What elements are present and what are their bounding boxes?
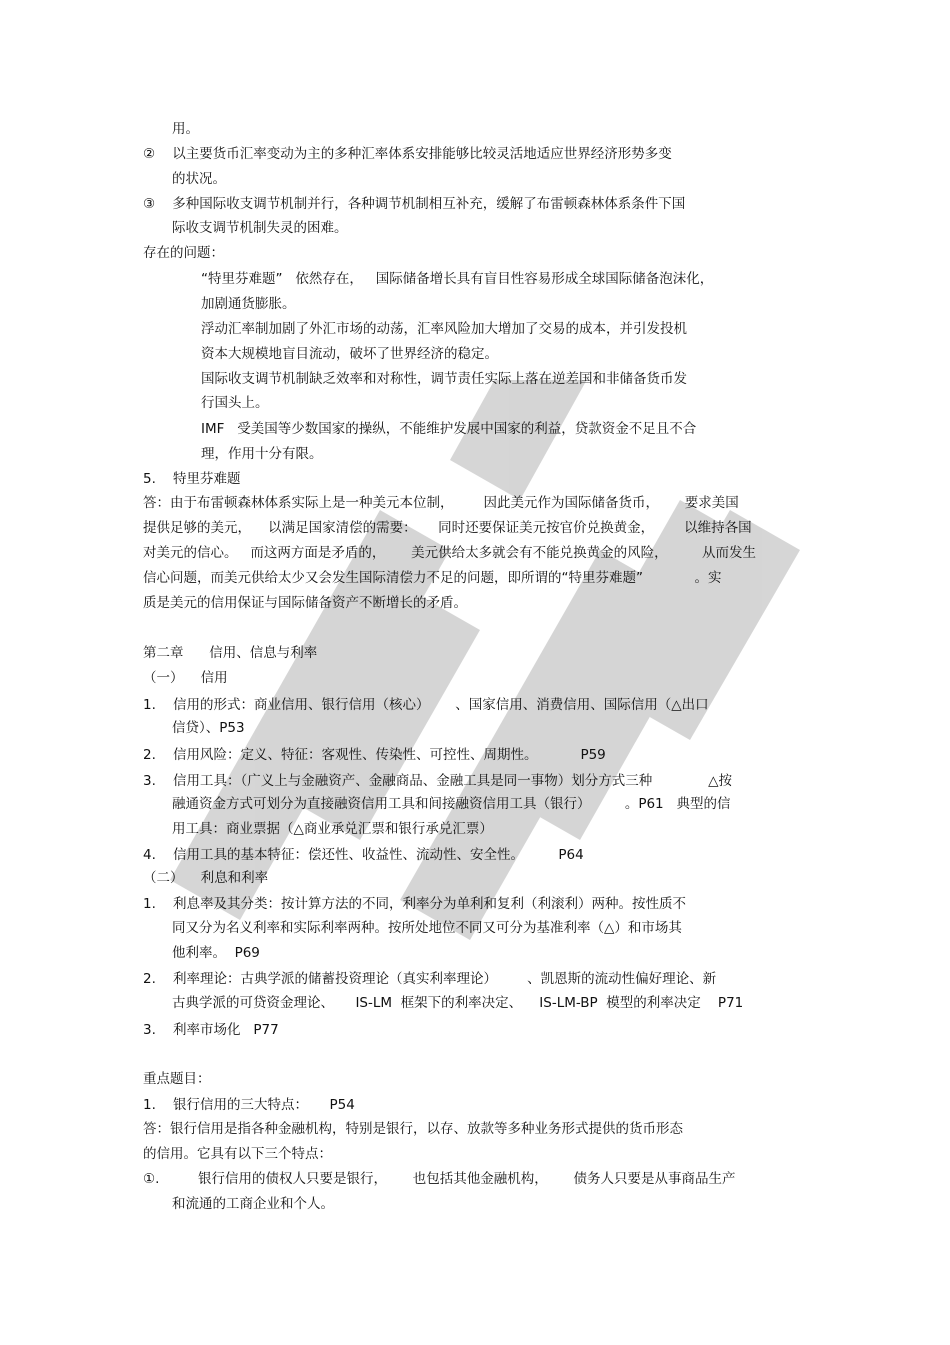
text-line: 3. 信用工具：（广义上与金融资产、金融商品、金融工具是同一事物）划分方式三种 △按 <box>143 773 732 789</box>
text-line: 际收支调节机制失灵的困难。 <box>172 220 348 236</box>
section-heading: （一） 信用 <box>143 670 228 686</box>
text-line: ② 以主要货币汇率变动为主的多种汇率体系安排能够比较灵活地适应世界经济形势多变 <box>143 146 672 162</box>
text-line: “特里芬难题” 依然存在， 国际储备增长具有盲目性容易形成全球国际储备泡沫化， <box>201 271 714 287</box>
text-line: 加剧通货膨胀。 <box>201 296 296 312</box>
section-heading: 5. 特里芬难题 <box>143 471 241 487</box>
text-line: 用。 <box>172 121 199 137</box>
text-line: 3. 利率市场化 P77 <box>143 1022 279 1038</box>
text-line: 古典学派的可贷资金理论、 IS-LM 框架下的利率决定、 IS-LM-BP 模型的利率决定 P71 <box>172 995 744 1011</box>
text-line: 质是美元的信用保证与国际储备资产不断增长的矛盾。 <box>143 595 467 611</box>
chapter-heading: 第二章 信用、信息与利率 <box>143 645 318 661</box>
text-line: 2. 信用风险：定义、特征：客观性、传染性、可控性、周期性。 P59 <box>143 747 606 763</box>
text-line: ③ 多种国际收支调节机制并行，各种调节机制相互补充，缓解了布雷顿森林体系条件下国 <box>143 196 686 212</box>
text-line: 和流通的工商企业和个人。 <box>172 1196 334 1212</box>
text-line: 的状况。 <box>172 171 226 187</box>
text-line: 对美元的信心。 而这两方面是矛盾的， 美元供给太多就会有不能兑换黄金的风险， 从而发生 <box>143 545 756 561</box>
section-heading: 存在的问题： <box>143 245 224 261</box>
text-line: 资本大规模地盲目流动，破坏了世界经济的稳定。 <box>201 346 498 362</box>
text-line: 浮动汇率制加剧了外汇市场的动荡，汇率风险加大增加了交易的成本，并引发投机 <box>201 321 687 337</box>
text-line: 1. 银行信用的三大特点： P54 <box>143 1097 355 1113</box>
text-line: 1. 利息率及其分类：按计算方法的不同，利率分为单利和复利（利滚利）两种。按性质不 <box>143 896 687 912</box>
text-line: 融通资金方式可划分为直接融资信用工具和间接融资信用工具（银行） 。P61 典型的信 <box>172 796 731 812</box>
text-line: 1. 信用的形式：商业信用、银行信用（核心） 、国家信用、消费信用、国际信用（△出口 <box>143 697 709 713</box>
text-line: 信心问题，而美元供给太少又会发生国际清偿力不足的问题，即所谓的“特里芬难题” 。实 <box>143 570 722 586</box>
text-line: 2. 利率理论：古典学派的储蓄投资理论（真实利率理论） 、凯恩斯的流动性偏好理论、新 <box>143 971 717 987</box>
text-line: ①. 银行信用的债权人只要是银行， 也包括其他金融机构， 债务人只要是从事商品生产 <box>143 1171 736 1187</box>
text-line: 提供足够的美元， 以满足国家清偿的需要： 同时还要保证美元按官价兑换黄金， 以维持各国 <box>143 520 752 536</box>
text-line: 同又分为名义利率和实际利率两种。按所处地位不同又可分为基准利率（△）和市场其 <box>172 920 682 936</box>
text-line: 理，作用十分有限。 <box>201 446 323 462</box>
section-heading: （二） 利息和利率 <box>143 870 269 886</box>
text-line: 他利率。 P69 <box>172 945 260 961</box>
text-line: 行国头上。 <box>201 395 269 411</box>
text-line: 用工具：商业票据（△商业承兑汇票和银行承兑汇票） <box>172 821 493 837</box>
text-line: 答：由于布雷顿森林体系实际上是一种美元本位制， 因此美元作为国际储备货币， 要求美国 <box>143 495 739 511</box>
text-line: 答：银行信用是指各种金融机构，特别是银行，以存、放款等多种业务形式提供的货币形态 <box>143 1121 683 1137</box>
text-line: 4. 信用工具的基本特征：偿还性、收益性、流动性、安全性。 P64 <box>143 847 584 863</box>
text-line: 信贷）、P53 <box>172 720 245 736</box>
text-line: 的信用。它具有以下三个特点： <box>143 1146 332 1162</box>
text-line: IMF 受美国等少数国家的操纵，不能维护发展中国家的利益，贷款资金不足且不合 <box>201 421 697 437</box>
text-line: 国际收支调节机制缺乏效率和对称性，调节责任实际上落在逆差国和非储备货币发 <box>201 371 687 387</box>
section-heading: 重点题目： <box>143 1071 211 1087</box>
